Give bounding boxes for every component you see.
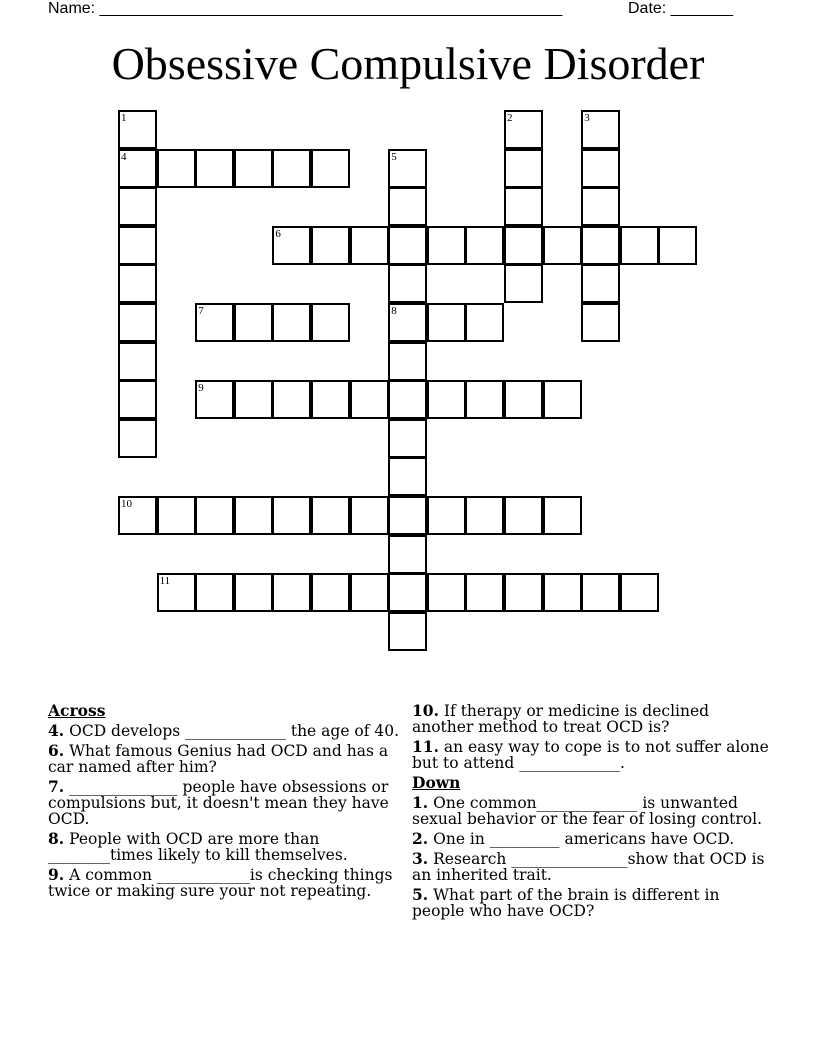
crossword-cell[interactable] — [581, 149, 620, 188]
clue-across-8 — [48, 831, 408, 863]
crossword-cell[interactable] — [311, 226, 350, 265]
crossword-cell[interactable] — [581, 226, 620, 265]
crossword-cell[interactable] — [465, 496, 504, 535]
clue-text: Research _______________show that OCD is an inherited trait. — [412, 850, 765, 884]
crossword-cell[interactable] — [427, 380, 466, 419]
clue-text: If therapy or medicine is declined another method to treat OCD is? — [412, 702, 710, 736]
clue-text: A common ____________is checking things twice or making sure your not repeating. — [48, 866, 393, 900]
crossword-cell[interactable] — [388, 419, 427, 458]
crossword-cell[interactable] — [465, 226, 504, 265]
crossword-cell[interactable] — [118, 342, 157, 381]
crossword-cell[interactable] — [504, 496, 543, 535]
crossword-cell[interactable] — [504, 573, 543, 612]
crossword-cell[interactable] — [118, 264, 157, 303]
crossword-cell[interactable] — [118, 303, 157, 342]
crossword-cell[interactable] — [234, 303, 273, 342]
crossword-cell[interactable] — [581, 110, 620, 149]
clues-left-column — [48, 703, 408, 903]
crossword-cell[interactable] — [388, 149, 427, 188]
crossword-cell[interactable] — [118, 149, 157, 188]
crossword-cell[interactable] — [311, 303, 350, 342]
crossword-cell[interactable] — [234, 573, 273, 612]
crossword-cell[interactable] — [272, 226, 311, 265]
crossword-cell[interactable] — [311, 496, 350, 535]
crossword-cell[interactable] — [272, 149, 311, 188]
crossword-cell[interactable] — [118, 496, 157, 535]
clue-number: 9. — [48, 865, 65, 884]
crossword-cell[interactable] — [157, 149, 196, 188]
clue-text: One in _________ americans have OCD. — [433, 830, 735, 848]
crossword-cell[interactable] — [620, 226, 659, 265]
cell-number: 7 — [198, 305, 204, 317]
crossword-cell[interactable] — [388, 380, 427, 419]
crossword-cell[interactable] — [195, 149, 234, 188]
crossword-cell[interactable] — [465, 573, 504, 612]
cell-number: 8 — [391, 305, 397, 317]
crossword-cell[interactable] — [504, 187, 543, 226]
crossword-cell[interactable] — [388, 535, 427, 574]
clue-number: 4. — [48, 721, 65, 740]
across-heading: Across — [48, 701, 106, 720]
clues-right-column — [412, 703, 772, 923]
crossword-cell[interactable] — [504, 226, 543, 265]
crossword-cell[interactable] — [157, 496, 196, 535]
clue-text: What famous Genius had OCD and has a car named after him? — [48, 742, 389, 776]
page-title: Obsessive Compulsive Disorder — [111, 38, 705, 89]
clue-text: ______________ people have obsessions or compulsions but, it doesn't mean they have OCD. — [48, 778, 389, 828]
crossword-cell[interactable] — [388, 226, 427, 265]
crossword-cell[interactable] — [234, 380, 273, 419]
crossword-cell[interactable] — [388, 342, 427, 381]
crossword-cell[interactable] — [581, 303, 620, 342]
crossword-cell[interactable] — [350, 496, 389, 535]
crossword-cell[interactable] — [581, 187, 620, 226]
clue-across-7 — [48, 779, 408, 827]
crossword-cell[interactable] — [311, 149, 350, 188]
clue-number: 11. — [412, 737, 439, 756]
crossword-cell[interactable] — [311, 573, 350, 612]
crossword-cell[interactable] — [234, 149, 273, 188]
clue-text: an easy way to cope is to not suffer alone but to attend _____________. — [412, 738, 769, 772]
clue-number: 3. — [412, 849, 429, 868]
clue-text: What part of the brain is different in people who have OCD? — [412, 886, 720, 920]
clue-down-2 — [412, 831, 772, 847]
cell-number: 1 — [121, 112, 127, 124]
clue-number: 10. — [412, 701, 439, 720]
clue-number: 8. — [48, 829, 65, 848]
crossword-cell[interactable] — [118, 187, 157, 226]
crossword-cell[interactable] — [427, 496, 466, 535]
crossword-cell[interactable] — [388, 264, 427, 303]
crossword-cell[interactable] — [311, 380, 350, 419]
crossword-cell[interactable] — [272, 380, 311, 419]
crossword-cell[interactable] — [504, 380, 543, 419]
clue-number: 2. — [412, 829, 429, 848]
crossword-cell[interactable] — [272, 573, 311, 612]
crossword-cell[interactable] — [427, 226, 466, 265]
crossword-cell[interactable] — [543, 573, 582, 612]
clue-number: 7. — [48, 777, 65, 796]
clue-across-10 — [412, 703, 772, 735]
crossword-cell[interactable] — [620, 573, 659, 612]
crossword-cell[interactable] — [388, 612, 427, 651]
crossword-cell[interactable] — [658, 226, 697, 265]
crossword-cell[interactable] — [388, 457, 427, 496]
crossword-cell[interactable] — [543, 496, 582, 535]
crossword-cell[interactable] — [350, 573, 389, 612]
crossword-cell[interactable] — [272, 303, 311, 342]
clue-down-5 — [412, 887, 772, 919]
name-field-label: Name: ____________________________________________________ — [48, 0, 563, 17]
crossword-cell[interactable] — [427, 303, 466, 342]
date-field-label: Date: _______ — [628, 0, 733, 17]
crossword-cell[interactable] — [118, 110, 157, 149]
crossword-cell[interactable] — [388, 187, 427, 226]
crossword-cell[interactable] — [465, 303, 504, 342]
clue-text: People with OCD are more than ________times likely to kill themselves. — [48, 830, 348, 864]
clue-number: 1. — [412, 793, 429, 812]
clue-number: 5. — [412, 885, 429, 904]
clue-down-3 — [412, 851, 772, 883]
crossword-cell[interactable] — [388, 573, 427, 612]
cell-number: 10 — [121, 498, 132, 510]
cell-number: 2 — [507, 112, 513, 124]
crossword-cell[interactable] — [195, 380, 234, 419]
cell-number: 3 — [584, 112, 590, 124]
crossword-cell[interactable] — [350, 380, 389, 419]
crossword-cell[interactable] — [195, 573, 234, 612]
crossword-cell[interactable] — [272, 496, 311, 535]
clue-text: One common_____________ is unwanted sexual behavior or the fear of losing control. — [412, 794, 763, 828]
crossword-cell[interactable] — [465, 380, 504, 419]
crossword-cell[interactable] — [581, 264, 620, 303]
cell-number: 9 — [198, 382, 204, 395]
crossword-cell[interactable] — [118, 226, 157, 265]
clue-number: 6. — [48, 741, 65, 760]
crossword-cell[interactable] — [388, 303, 427, 342]
crossword-cell[interactable] — [504, 110, 543, 149]
cell-number: 11 — [159, 575, 171, 588]
clue-across-4 — [48, 723, 408, 739]
crossword-cell[interactable] — [504, 264, 543, 303]
clue-across-9 — [48, 867, 408, 899]
cell-number: 4 — [121, 150, 127, 163]
cell-number: 6 — [275, 227, 281, 240]
crossword-cell[interactable] — [195, 303, 234, 342]
crossword-cell[interactable] — [427, 573, 466, 612]
crossword-cell[interactable] — [195, 496, 234, 535]
crossword-cell[interactable] — [234, 496, 273, 535]
crossword-cell[interactable] — [388, 496, 427, 535]
crossword-cell[interactable] — [118, 419, 157, 458]
crossword-cell[interactable] — [581, 573, 620, 612]
clue-down-1 — [412, 795, 772, 827]
crossword-cell[interactable] — [543, 380, 582, 419]
crossword-cell[interactable] — [157, 573, 196, 612]
crossword-cell[interactable] — [543, 226, 582, 265]
clue-across-6 — [48, 743, 408, 775]
crossword-cell[interactable] — [504, 149, 543, 188]
clue-text: OCD develops _____________ the age of 40. — [69, 722, 400, 740]
down-heading: Down — [412, 773, 461, 792]
crossword-cell[interactable] — [350, 226, 389, 265]
clue-across-11 — [412, 739, 772, 771]
cell-number: 5 — [391, 150, 397, 163]
crossword-cell[interactable] — [118, 380, 157, 419]
